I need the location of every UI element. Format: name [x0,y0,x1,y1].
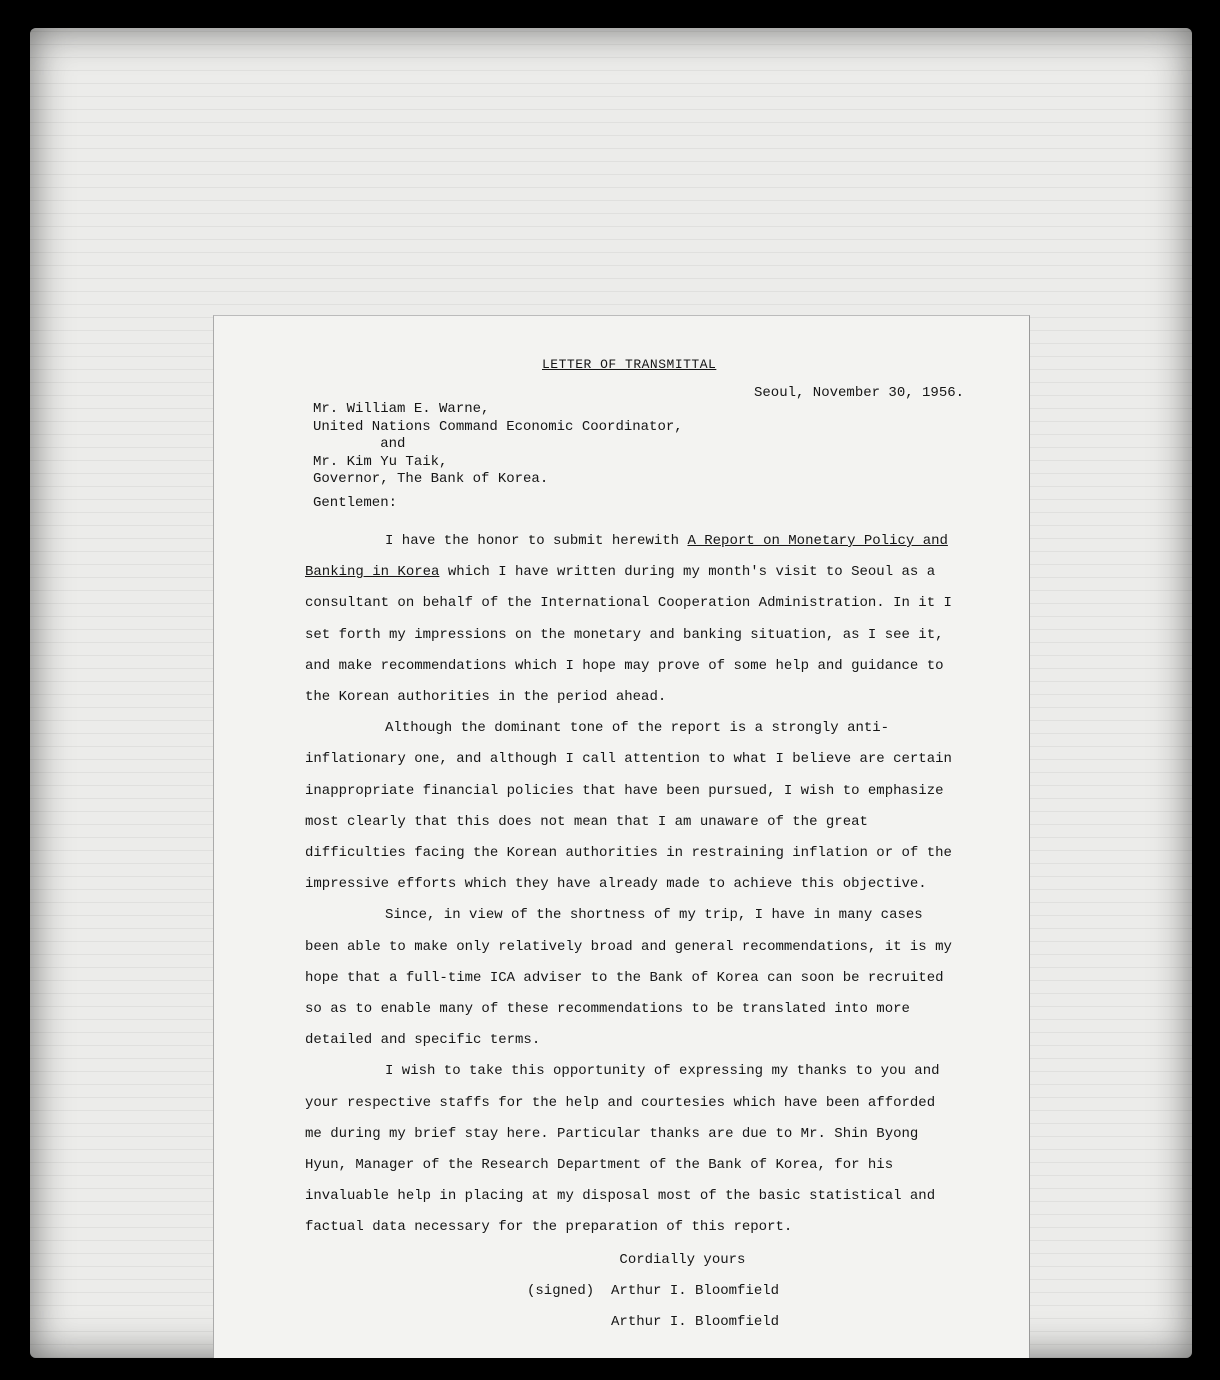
paragraph: I wish to take this opportunity of expressing my thanks to you and your respective staffs for the help and courtesies which have been afforded me during my brief stay here. Particular thanks are due to Mr. Shin Byong Hyun, Manager of the Research Department of the Bank of Korea, for his invaluable help in placing at my disposal most of the basic statistical and factual data necessary for the preparation of this report. [305,1063,940,1236]
addressee-line: Mr. Kim Yu Taik, [313,453,448,470]
addressee-line: and [313,436,406,452]
paragraph: Since, in view of the shortness of my trip, I have in many cases been able to make only relatively broad and general recommendations, it is my hope that a full-time ICA adviser to the Bank of Korea can soon be recruited so as to enable many of these recommendations to be translated into more detailed and specific terms. [305,907,952,1049]
typed-name: Arthur I. Bloomfield [527,1314,780,1330]
addressee-block [313,401,683,489]
closing: Cordially yours [527,1252,746,1268]
signed-line: (signed) Arthur I. Bloomfield [527,1283,780,1299]
signature-block [527,1245,779,1338]
addressee-line: United Nations Command Economic Coordinator, [313,418,683,435]
paragraph-text: I have the honor to submit herewith [385,533,688,549]
report-title: A Report on Monetary Policy and Banking in Korea [305,533,948,581]
letter-title: LETTER OF TRANSMITTAL [542,357,717,372]
dateline: Seoul, November 30, 1956. [754,385,965,401]
paragraph [305,526,955,713]
addressee-line: Mr. William E. Warne, [313,401,490,417]
salutation: Gentlemen: [313,495,398,511]
paragraph: Although the dominant tone of the report is a strongly anti-inflationary one, and although I call attention to what I believe are certain inappropriate financial policies that have been pursued, I wish to emphasize most clearly that this does not mean that I am unaware of the great difficulties facing the Korean authorities in restraining inflation or of the impressive efforts which they have already made to achieve this objective. [305,720,952,893]
addressee-line: Governor, The Bank of Korea. [313,471,549,487]
letter-body [305,526,955,1244]
paragraph-text: which I have written during my month's visit to Seoul as a consultant on behalf of the International Cooperation Administration. In it I set forth my impressions on the monetary and banking situation, as I see it, and make recommendations which I hope may prove of some help and guidance to the Korean authorities in the period ahead. [305,564,952,706]
